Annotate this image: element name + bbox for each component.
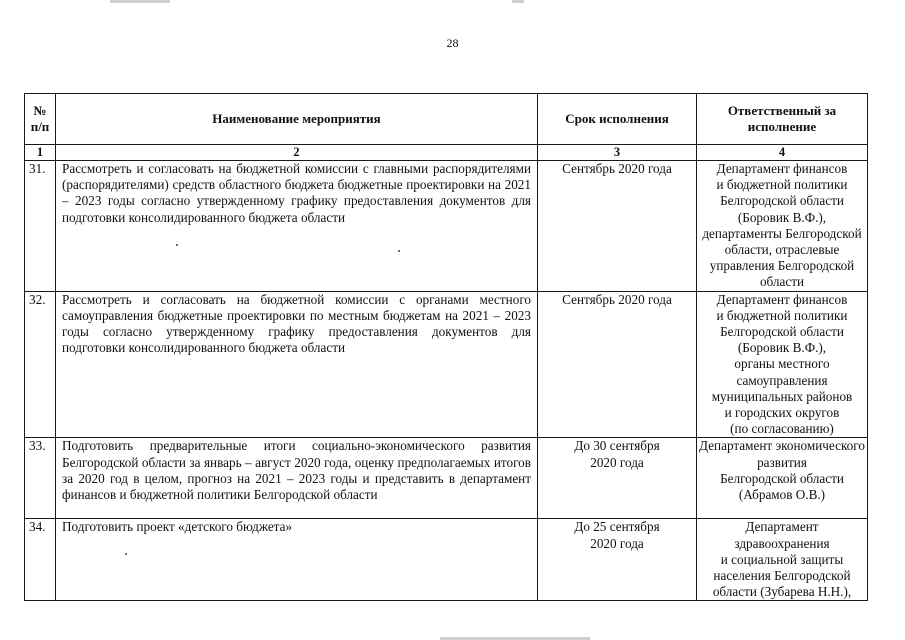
row-term: До 25 сентября 2020 года: [538, 519, 697, 601]
row-term: Сентябрь 2020 года: [538, 291, 697, 438]
top-scan-mark: [110, 0, 170, 3]
scan-speck: [398, 250, 400, 252]
row-event-name: Подготовить предварительные итоги социально-экономического развития Белгородской области за январь – август 2020 года, оценку предполагаемых итогов за 2020 год в целом, прогноз на 2021 – 2023 годы и представить в департамент финансов и бюджетной политики Белгородской области: [56, 438, 538, 519]
row-event-name: Рассмотреть и согласовать на бюджетной комиссии с органами местного самоуправления бюджетные проектировки по местным бюджетам на 2021 – 2023 годы согласно утвержденному графику предоставления документов для подготовки консолидированного бюджета области: [56, 291, 538, 438]
scan-speck: [176, 244, 178, 246]
row-number: 31.: [25, 161, 56, 292]
row-number: 34.: [25, 519, 56, 601]
top-scan-mark-right: [512, 0, 524, 3]
header-row: [25, 94, 868, 145]
row-term: Сентябрь 2020 года: [538, 161, 697, 292]
row-event-name: Подготовить проект «детского бюджета»: [56, 519, 538, 601]
column-number: 4: [697, 145, 868, 161]
events-table: [24, 93, 868, 601]
table-row: [25, 438, 868, 519]
scan-speck: [125, 553, 127, 555]
row-number: 33.: [25, 438, 56, 519]
row-responsible: Департамент экономического развития Белгородской области (Абрамов О.В.): [697, 438, 868, 519]
table-row: [25, 161, 868, 292]
table-row: [25, 519, 868, 601]
column-number: 2: [56, 145, 538, 161]
row-responsible: Департамент финансов и бюджетной политики Белгородской области (Боровик В.Ф.), органы местного самоуправления муниципальных районов и городских округов (по согласованию): [697, 291, 868, 438]
row-number: 32.: [25, 291, 56, 438]
row-term: До 30 сентября 2020 года: [538, 438, 697, 519]
header-term: Срок исполнения: [538, 94, 697, 145]
page-number: 28: [446, 36, 459, 50]
header-name: Наименование мероприятия: [56, 94, 538, 145]
row-responsible: Департамент здравоохранения и социальной защиты населения Белгородской области (Зубарева Н.Н.),: [697, 519, 868, 601]
row-responsible: Департамент финансов и бюджетной политики Белгородской области (Боровик В.Ф.), департаменты Белгородской области, отраслевые управления Белгородской области: [697, 161, 868, 292]
header-responsible: Ответственный за исполнение: [697, 94, 868, 145]
column-number: 1: [25, 145, 56, 161]
row-event-name: Рассмотреть и согласовать на бюджетной комиссии с главными распорядителями (распорядителями) средств областного бюджета бюджетные проектировки на 2021 – 2023 годы согласно утвержденному графику предоставления документов для подготовки консолидированного бюджета области: [56, 161, 538, 292]
table-row: [25, 291, 868, 438]
column-number-row: [25, 145, 868, 161]
column-number: 3: [538, 145, 697, 161]
header-num: № п/п: [25, 94, 56, 145]
